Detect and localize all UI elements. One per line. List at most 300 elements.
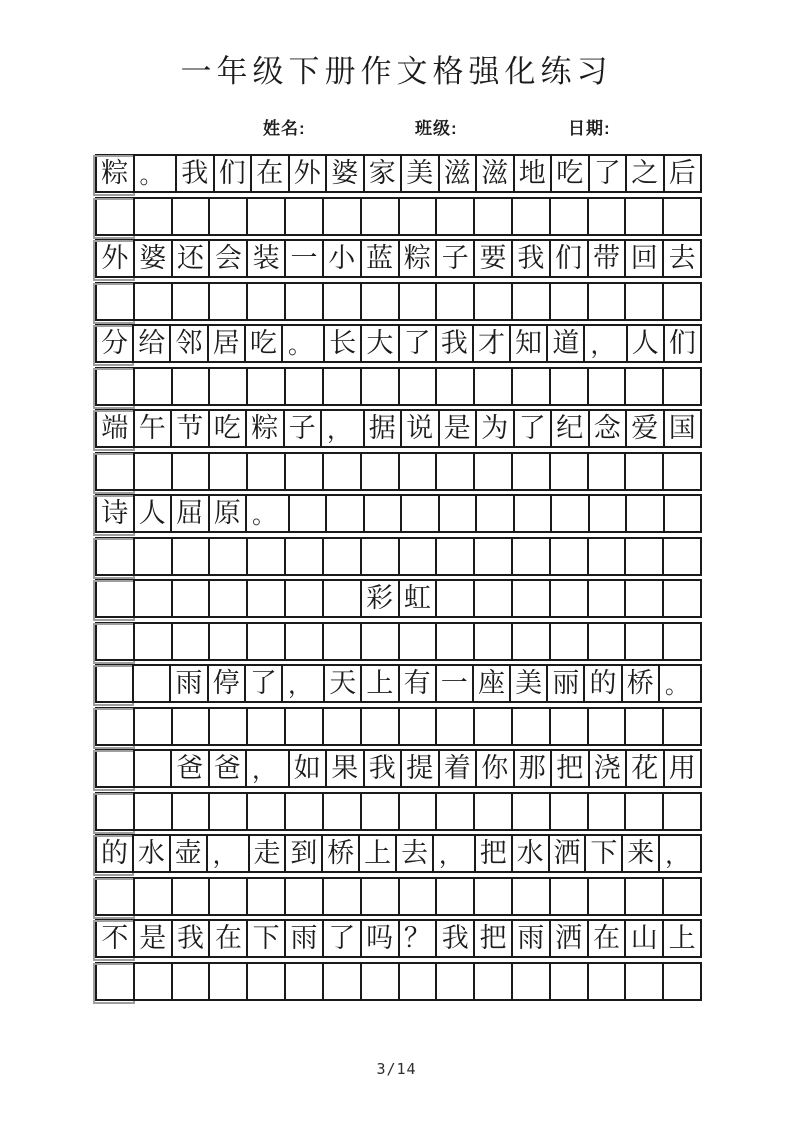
grid-cell xyxy=(208,579,248,618)
grid-row xyxy=(95,877,702,916)
grid-cell xyxy=(360,962,400,1001)
grid-cell xyxy=(322,537,362,576)
grid-cell xyxy=(95,579,135,618)
grid-cell xyxy=(549,962,589,1001)
grid-row xyxy=(95,324,702,363)
grid-cell xyxy=(95,877,135,916)
grid-cell: 的 xyxy=(95,834,134,873)
grid-cell xyxy=(208,707,248,746)
grid-cell xyxy=(511,197,551,236)
grid-cell xyxy=(435,877,475,916)
grid-cell: 把 xyxy=(473,919,513,958)
grid-cell: 爱 xyxy=(625,409,665,448)
grid-cell: 为 xyxy=(475,409,515,448)
grid-cell xyxy=(171,962,211,1001)
grid-cell: 粽 xyxy=(398,239,438,278)
grid-cell xyxy=(473,197,513,236)
grid-cell: 座 xyxy=(472,664,511,703)
grid-cell: 美 xyxy=(509,664,548,703)
grid-cell xyxy=(171,877,211,916)
grid-cell xyxy=(133,537,173,576)
grid-cell: 水 xyxy=(511,834,550,873)
grid-cell: 们 xyxy=(213,154,253,193)
grid-cell xyxy=(171,707,211,746)
grid-cell xyxy=(435,579,475,618)
grid-cell xyxy=(284,367,324,406)
grid-cell xyxy=(322,197,362,236)
grid-cell xyxy=(208,962,248,1001)
grid-cell xyxy=(133,707,173,746)
grid-row xyxy=(95,962,702,1001)
grid-cell: 。 xyxy=(281,324,325,363)
grid-cell: 把 xyxy=(474,834,513,873)
grid-cell: 蓝 xyxy=(360,239,400,278)
grid-cell: 粽 xyxy=(95,154,135,193)
grid-cell: 了 xyxy=(513,409,553,448)
grid-cell xyxy=(284,197,324,236)
grid-cell: 山 xyxy=(624,919,664,958)
grid-cell xyxy=(473,537,513,576)
grid-cell xyxy=(322,452,362,491)
grid-cell xyxy=(435,367,475,406)
grid-cell: 居 xyxy=(207,324,246,363)
grid-cell: 一 xyxy=(435,664,474,703)
grid-cell: 走 xyxy=(248,834,287,873)
info-header xyxy=(0,114,793,140)
grid-cell: 外 xyxy=(288,154,328,193)
grid-cell: 是 xyxy=(133,919,173,958)
grid-cell: 原 xyxy=(208,494,248,533)
grid-cell xyxy=(624,367,664,406)
grid-row xyxy=(95,282,702,321)
grid-cell: 用 xyxy=(663,749,703,788)
grid-cell: 把 xyxy=(550,749,590,788)
grid-cell xyxy=(587,877,627,916)
grid-cell: 大 xyxy=(360,324,399,363)
grid-cell xyxy=(398,962,438,1001)
grid-cell xyxy=(246,792,286,831)
grid-row xyxy=(95,452,702,491)
grid-row xyxy=(95,409,702,448)
grid-cell xyxy=(95,452,135,491)
grid-cell xyxy=(662,282,702,321)
page-number: 3/14 xyxy=(376,1060,417,1078)
grid-cell xyxy=(322,622,362,661)
grid-cell: 。 xyxy=(658,664,702,703)
grid-cell xyxy=(398,197,438,236)
grid-cell xyxy=(398,792,438,831)
grid-cell: 装 xyxy=(246,239,286,278)
grid-cell xyxy=(663,494,703,533)
grid-cell xyxy=(513,494,553,533)
grid-cell: 雨 xyxy=(284,919,324,958)
grid-cell xyxy=(662,197,702,236)
grid-cell xyxy=(363,494,403,533)
grid-cell xyxy=(208,282,248,321)
grid-cell xyxy=(133,367,173,406)
grid-cell xyxy=(360,707,400,746)
grid-cell xyxy=(246,282,286,321)
grid-cell: 下 xyxy=(246,919,286,958)
grid-cell xyxy=(624,707,664,746)
grid-cell: ， xyxy=(206,834,250,873)
grid-cell: 洒 xyxy=(549,919,589,958)
grid-cell: 爸 xyxy=(170,749,210,788)
grid-cell xyxy=(398,877,438,916)
grid-cell xyxy=(511,452,551,491)
grid-cell xyxy=(587,452,627,491)
grid-cell xyxy=(284,707,324,746)
grid-cell xyxy=(511,622,551,661)
grid-cell: 上 xyxy=(360,664,399,703)
grid-cell: 滋 xyxy=(475,154,515,193)
grid-cell: 吗 xyxy=(360,919,400,958)
grid-cell: 纪 xyxy=(550,409,590,448)
grid-cell xyxy=(246,367,286,406)
grid-cell: 念 xyxy=(588,409,628,448)
grid-cell xyxy=(246,452,286,491)
grid-cell xyxy=(473,622,513,661)
grid-cell xyxy=(284,792,324,831)
grid-cell xyxy=(171,792,211,831)
grid-cell xyxy=(662,579,702,618)
grid-cell: ， xyxy=(583,324,627,363)
grid-cell xyxy=(473,579,513,618)
grid-cell xyxy=(284,579,324,618)
grid-cell xyxy=(133,452,173,491)
grid-cell xyxy=(624,877,664,916)
grid-cell xyxy=(511,707,551,746)
grid-cell: 吃 xyxy=(244,324,283,363)
grid-cell xyxy=(511,962,551,1001)
grid-cell xyxy=(208,537,248,576)
grid-cell xyxy=(208,622,248,661)
grid-cell: 雨 xyxy=(169,664,208,703)
grid-cell xyxy=(625,494,665,533)
grid-cell xyxy=(133,792,173,831)
page-title: 一年级下册作文格强化练习 xyxy=(180,54,613,89)
grid-cell: 要 xyxy=(473,239,513,278)
grid-cell xyxy=(360,877,400,916)
grid-row xyxy=(95,154,702,193)
composition-grid xyxy=(95,154,702,1004)
grid-cell xyxy=(435,707,475,746)
grid-cell: 停 xyxy=(207,664,246,703)
grid-cell: 洒 xyxy=(548,834,587,873)
grid-cell: 花 xyxy=(625,749,665,788)
grid-cell: 的 xyxy=(583,664,622,703)
grid-cell: 知 xyxy=(509,324,548,363)
grid-cell: 桥 xyxy=(621,664,660,703)
grid-cell xyxy=(549,622,589,661)
grid-cell xyxy=(435,622,475,661)
grid-cell xyxy=(133,579,173,618)
grid-cell: 一 xyxy=(284,239,324,278)
grid-cell: 是 xyxy=(438,409,478,448)
grid-cell: ， xyxy=(245,749,290,788)
grid-cell xyxy=(95,197,135,236)
grid-cell: 人 xyxy=(133,494,173,533)
grid-cell xyxy=(398,537,438,576)
grid-cell xyxy=(95,664,134,703)
grid-cell xyxy=(284,877,324,916)
grid-cell xyxy=(133,749,173,788)
grid-cell xyxy=(360,792,400,831)
grid-cell xyxy=(322,282,362,321)
grid-cell xyxy=(246,537,286,576)
grid-cell: 道 xyxy=(546,324,585,363)
grid-cell: 了 xyxy=(398,324,437,363)
grid-cell xyxy=(511,367,551,406)
grid-cell: 我 xyxy=(435,324,474,363)
grid-cell xyxy=(587,537,627,576)
grid-row xyxy=(95,494,702,533)
grid-cell: 诗 xyxy=(95,494,135,533)
grid-cell xyxy=(549,792,589,831)
grid-cell: 说 xyxy=(400,409,440,448)
grid-cell xyxy=(435,452,475,491)
grid-cell xyxy=(435,197,475,236)
grid-cell: 长 xyxy=(323,324,362,363)
grid-cell: 水 xyxy=(132,834,171,873)
grid-cell xyxy=(662,877,702,916)
grid-cell: 壶 xyxy=(169,834,208,873)
grid-cell xyxy=(662,452,702,491)
grid-cell xyxy=(95,282,135,321)
grid-cell: 后 xyxy=(663,154,703,193)
grid-cell xyxy=(587,792,627,831)
grid-cell: 会 xyxy=(208,239,248,278)
grid-cell xyxy=(322,792,362,831)
grid-cell xyxy=(322,367,362,406)
grid-cell: 在 xyxy=(587,919,627,958)
grid-cell: 去 xyxy=(395,834,434,873)
date-label: 日期: xyxy=(568,119,611,138)
grid-cell: 爸 xyxy=(208,749,248,788)
grid-row xyxy=(95,707,702,746)
grid-cell xyxy=(246,877,286,916)
grid-cell xyxy=(662,622,702,661)
grid-row xyxy=(95,579,702,618)
grid-cell: 我 xyxy=(435,919,475,958)
grid-cell xyxy=(133,962,173,1001)
grid-cell: 给 xyxy=(132,324,171,363)
grid-cell xyxy=(398,452,438,491)
grid-cell: 端 xyxy=(95,409,135,448)
grid-cell xyxy=(208,367,248,406)
grid-cell: 天 xyxy=(323,664,362,703)
grid-cell: 家 xyxy=(363,154,403,193)
grid-cell xyxy=(95,962,135,1001)
grid-cell xyxy=(360,452,400,491)
grid-cell xyxy=(549,707,589,746)
grid-cell: 那 xyxy=(513,749,553,788)
grid-cell xyxy=(435,537,475,576)
grid-cell: 午 xyxy=(133,409,173,448)
grid-cell xyxy=(662,707,702,746)
grid-cell xyxy=(473,707,513,746)
grid-cell xyxy=(587,622,627,661)
grid-cell xyxy=(435,282,475,321)
grid-cell xyxy=(511,282,551,321)
grid-cell xyxy=(398,282,438,321)
grid-cell: 子 xyxy=(283,409,323,448)
grid-cell: 带 xyxy=(587,239,627,278)
grid-cell xyxy=(438,494,478,533)
grid-cell xyxy=(473,792,513,831)
grid-cell: 还 xyxy=(171,239,211,278)
grid-cell xyxy=(511,792,551,831)
grid-cell xyxy=(549,282,589,321)
grid-cell: 外 xyxy=(95,239,135,278)
grid-cell xyxy=(624,452,664,491)
grid-cell xyxy=(549,197,589,236)
grid-cell xyxy=(473,962,513,1001)
grid-cell: 有 xyxy=(398,664,437,703)
grid-row xyxy=(95,239,702,278)
grid-cell xyxy=(284,282,324,321)
grid-cell: 如 xyxy=(288,749,328,788)
grid-cell xyxy=(246,579,286,618)
grid-cell xyxy=(662,962,702,1001)
grid-cell xyxy=(284,622,324,661)
grid-cell: 上 xyxy=(358,834,397,873)
grid-cell: 。 xyxy=(133,154,178,193)
grid-cell xyxy=(360,537,400,576)
grid-cell xyxy=(511,537,551,576)
grid-cell xyxy=(400,494,440,533)
grid-cell: 地 xyxy=(513,154,553,193)
grid-cell: 。 xyxy=(245,494,290,533)
grid-cell: ？ xyxy=(398,919,438,958)
grid-cell: 在 xyxy=(250,154,290,193)
grid-cell xyxy=(95,749,135,788)
grid-cell: 了 xyxy=(244,664,283,703)
grid-cell: ， xyxy=(432,834,476,873)
grid-cell: 果 xyxy=(325,749,365,788)
grid-row xyxy=(95,537,702,576)
grid-cell xyxy=(360,622,400,661)
grid-row xyxy=(95,919,702,958)
grid-cell xyxy=(549,537,589,576)
grid-cell xyxy=(284,962,324,1001)
grid-cell xyxy=(171,452,211,491)
grid-cell xyxy=(360,367,400,406)
grid-cell xyxy=(171,282,211,321)
grid-cell xyxy=(132,664,171,703)
grid-cell xyxy=(208,197,248,236)
grid-cell: 粽 xyxy=(245,409,285,448)
grid-cell: 才 xyxy=(472,324,511,363)
grid-cell: 下 xyxy=(584,834,623,873)
grid-cell xyxy=(587,367,627,406)
grid-cell xyxy=(133,877,173,916)
grid-cell xyxy=(473,877,513,916)
grid-cell: 我 xyxy=(363,749,403,788)
grid-cell xyxy=(662,367,702,406)
grid-cell: ， xyxy=(281,664,325,703)
grid-cell: 屈 xyxy=(170,494,210,533)
grid-cell xyxy=(133,197,173,236)
grid-cell xyxy=(624,579,664,618)
grid-cell xyxy=(171,367,211,406)
grid-cell xyxy=(624,622,664,661)
grid-cell xyxy=(325,494,365,533)
grid-cell xyxy=(246,707,286,746)
grid-cell xyxy=(587,707,627,746)
grid-cell xyxy=(473,367,513,406)
grid-cell xyxy=(624,282,664,321)
grid-cell: 吃 xyxy=(208,409,248,448)
grid-cell: 着 xyxy=(438,749,478,788)
grid-cell: 桥 xyxy=(321,834,360,873)
grid-cell xyxy=(322,579,362,618)
grid-cell xyxy=(360,282,400,321)
grid-cell: ， xyxy=(658,834,702,873)
grid-cell: 们 xyxy=(549,239,589,278)
grid-cell: 人 xyxy=(626,324,665,363)
grid-cell xyxy=(549,367,589,406)
grid-cell xyxy=(95,537,135,576)
grid-cell: 国 xyxy=(663,409,703,448)
grid-cell xyxy=(624,537,664,576)
grid-cell: 在 xyxy=(208,919,248,958)
grid-cell xyxy=(662,792,702,831)
grid-cell xyxy=(322,877,362,916)
grid-cell xyxy=(587,579,627,618)
grid-cell xyxy=(624,962,664,1001)
grid-cell: 分 xyxy=(95,324,134,363)
grid-cell xyxy=(171,537,211,576)
grid-cell: 来 xyxy=(621,834,660,873)
grid-cell xyxy=(588,494,628,533)
grid-cell xyxy=(398,622,438,661)
grid-cell xyxy=(587,282,627,321)
grid-cell: 雨 xyxy=(511,919,551,958)
grid-cell xyxy=(133,622,173,661)
name-label: 姓名: xyxy=(263,119,306,138)
grid-cell xyxy=(473,452,513,491)
grid-cell: 彩 xyxy=(360,579,400,618)
grid-cell: 浇 xyxy=(588,749,628,788)
grid-cell: 丽 xyxy=(546,664,585,703)
grid-cell: 我 xyxy=(175,154,215,193)
grid-cell xyxy=(587,197,627,236)
grid-cell xyxy=(171,197,211,236)
grid-row xyxy=(95,749,702,788)
grid-cell: 邻 xyxy=(169,324,208,363)
grid-cell: 提 xyxy=(400,749,440,788)
grid-cell: 我 xyxy=(511,239,551,278)
grid-cell xyxy=(624,197,664,236)
grid-cell: 婆 xyxy=(325,154,365,193)
grid-cell xyxy=(95,707,135,746)
grid-cell xyxy=(549,579,589,618)
grid-cell xyxy=(246,962,286,1001)
grid-cell xyxy=(550,494,590,533)
grid-cell xyxy=(435,962,475,1001)
grid-cell: 滋 xyxy=(438,154,478,193)
grid-cell xyxy=(208,452,248,491)
grid-cell xyxy=(284,452,324,491)
grid-cell xyxy=(624,792,664,831)
grid-cell xyxy=(284,537,324,576)
grid-cell: 了 xyxy=(322,919,362,958)
grid-cell: 小 xyxy=(322,239,362,278)
grid-cell xyxy=(398,367,438,406)
grid-cell xyxy=(511,579,551,618)
grid-cell: 子 xyxy=(435,239,475,278)
